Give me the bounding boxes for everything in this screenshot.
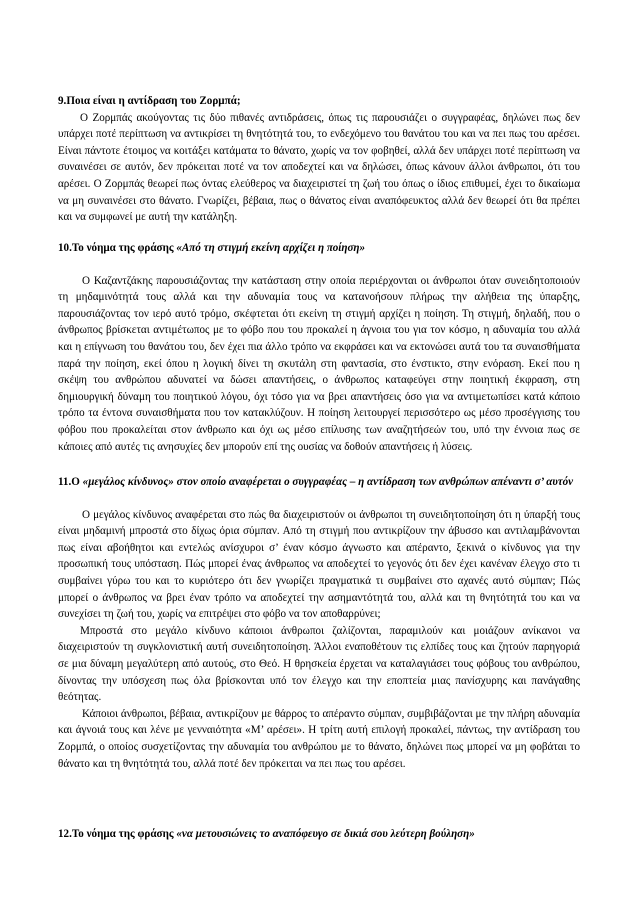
section-9 (58, 93, 580, 226)
section-11-paragraph-3: Κάποιοι άνθρωποι, βέβαια, αντικρίζουν με θάρρος το απέραντο σύμπαν, συμβιβάζονται με την πλήρη αδυναμία και άγνοιά τους και λένε με γενναιότητα «Μ’ αρέσει». Η τρίτη αυτή επιλογή προκαλεί, πάντως, την αντίδραση του Ζορμπά, ο οποίος συσχετίζοντας την αδυναμία του ανθρώπου με το θάνατο, δηλώνει πως μπορεί να μη φοβάται το θάνατο και τη θνητότητά του, αλλά ποτέ δεν πρόκειται να πει πως του αρέσει. (58, 707, 580, 770)
section-12 (58, 826, 580, 843)
section-11-heading (58, 474, 580, 491)
section-11 (58, 474, 580, 772)
section-10 (58, 240, 580, 455)
section-11-paragraph-1: Ο μεγάλος κίνδυνος αναφέρεται στο πώς θα διαχειριστούν οι άνθρωποι τη συνειδητοποίηση ότι η ύπαρξή τους είναι μηδαμινή μπροστά στο δίχως όρια σύμπαν. Από τη στιγμή που αντικρίζουν την άβυσσο και αντιλαμβάνονται πως είναι αβοήθητοι και εντελώς ανίσχυροι σ’ έναν κόσμο άγνωστο και απέραντο, ξεκινά ο κίνδυνος για την προσωπική τους υπόσταση. Πώς μπορεί ένας άνθρωπος να αποδεχτεί το γεγονός ότι δεν έχει κανέναν έλεγχο στο τι συμβαίνει γύρω του και το κυριότερο ότι δεν γνωρίζει πραγματικά τι συμβαίνει στο αχανές αυτό σύμπαν; Πώς μπορεί ο άνθρωπος να βρει έναν τρόπο να αποδεχτεί την ασημαντότητά του, αλλά και τη θνητότητά του και να συνεχίσει τη ζωή του, χωρίς να επιτρέψει στο φόβο να τον αποθαρρύνει; (58, 508, 580, 621)
section-9-heading: 9.Ποια είναι η αντίδραση του Ζορμπά; (58, 95, 241, 107)
section-11-paragraph-2: Μπροστά στο μεγάλο κίνδυνο κάποιοι άνθρωποι ζαλίζονται, παραμιλούν και μοιάζουν ανίκανοι να διαχειριστούν τη συγκλονιστική αυτή συνειδητοποίηση. Άλλοι εναποθέτουν τις ελπίδες τους και ζητούν παρηγοριά σε μια δύναμη μεγαλύτερη από αυτούς, στο Θεό. Η θρησκεία έρχεται να καταλαγιάσει τους φόβους του ανθρώπου, δίνοντας την υπόσχεση πως όλα βρίσκονται υπό τον έλεγχο και την εποπτεία μιας πανίσχυρης και πανάγαθης θεότητας. (58, 624, 580, 704)
section-12-heading-quote: «να μετουσιώνεις το αναπόφευγο σε δικιά σου λεύτερη βούληση» (176, 828, 475, 840)
section-10-heading-quote: «Από τη στιγμή εκείνη αρχίζει η ποίηση» (176, 242, 366, 254)
section-10-heading-text: 10.Το νόημα της φράσης (58, 242, 177, 254)
section-12-heading-text: 12.Το νόημα της φράσης (58, 828, 177, 840)
section-11-heading-text: 11.Ο (58, 476, 83, 488)
section-10-heading (58, 240, 580, 257)
section-10-paragraph: Ο Καζαντζάκης παρουσιάζοντας την κατάσταση στην οποία περιέρχονται οι άνθρωποι όταν συνειδητοποιούν τη μηδαμινότητά τους αλλά και την αδυναμία τους να κατανοήσουν πλήρως την αλήθεια της ύπαρξης, παρουσιάζοντας τον ιερό αυτό τρόμο, σκέφτεται ότι εκείνη τη στιγμή αρχίζει η ποίηση. Τη στιγμή, δηλαδή, που ο άνθρωπος βρίσκεται αντιμέτωπος με το φόβο που του προκαλεί η άγνοια του για τον κόσμο, η αδυναμία του αλλά και η επίγνωση του θανάτου του, δεν έχει πια άλλο τρόπο να εκφράσει και να εκτονώσει αυτά του τα συναισθήματα παρά την ποίηση, εκεί όπου η λογική δίνει τη σκυτάλη στη φαντασία, στο ένστικτο, στην ενόραση. Εκεί που η σκέψη του ανθρώπου αδυνατεί να δώσει απαντήσεις, ο άνθρωπος καταφεύγει στην ποιητική έκφραση, στη δημιουργική δύναμη του ποιητικού λόγου, όχι τόσο για να βρει απαντήσεις όσο για να αντιμετωπίσει κατά κάποιο τρόπο τα έντονα συναισθήματα που τον κατακλύζουν. Η ποίηση λειτουργεί περισσότερο ως μέσο προσέγγισης του φόβου που προκαλείται στον άνθρωπο και όχι ως μέσο επίλυσης των αναζητήσεών του, υπό την έννοια πως σε κάποιες από αυτές τις ανησυχίες δεν μπορούν επί της ουσίας να δοθούν απαντήσεις ή λύσεις. (58, 274, 580, 453)
section-12-heading (58, 826, 580, 843)
section-11-heading-quote: «μεγάλος κίνδυνος» στον οποίο αναφέρεται ο συγγραφέας – η αντίδραση των ανθρώπων απέναντι σ’ αυτόν (82, 476, 574, 488)
section-9-paragraph: Ο Ζορμπάς ακούγοντας τις δύο πιθανές αντιδράσεις, όπως τις παρουσιάζει ο συγγραφέας, δηλώνει πως δεν υπάρχει ποτέ περίπτωση να αντικρίσει τη θνητότητά του, το ενδεχόμενο του θανάτου του και να πει πως του αρέσει. Είναι πάντοτε έτοιμος να κοιτάξει κατάματα το θάνατο, χωρίς να τον φοβηθεί, αλλά δεν υπάρχει ποτέ περίπτωση να συναινέσει σε αυτόν, δεν πρόκειται ποτέ να τον αποδεχτεί και να δηλώσει, όπως κάνουν άλλοι άνθρωποι, ότι του αρέσει. Ο Ζορμπάς θεωρεί πως όντας ελεύθερος να διαχειριστεί τη ζωή του όπως ο ίδιος επιθυμεί, έχει το δικαίωμα να μη συναινέσει στο θάνατο. Γνωρίζει, βέβαια, πως ο θάνατος είναι αναπόφευκτος αλλά δεν θεωρεί ότι θα πρέπει και να συμφωνεί με αυτή την κατάληξη. (58, 111, 580, 224)
